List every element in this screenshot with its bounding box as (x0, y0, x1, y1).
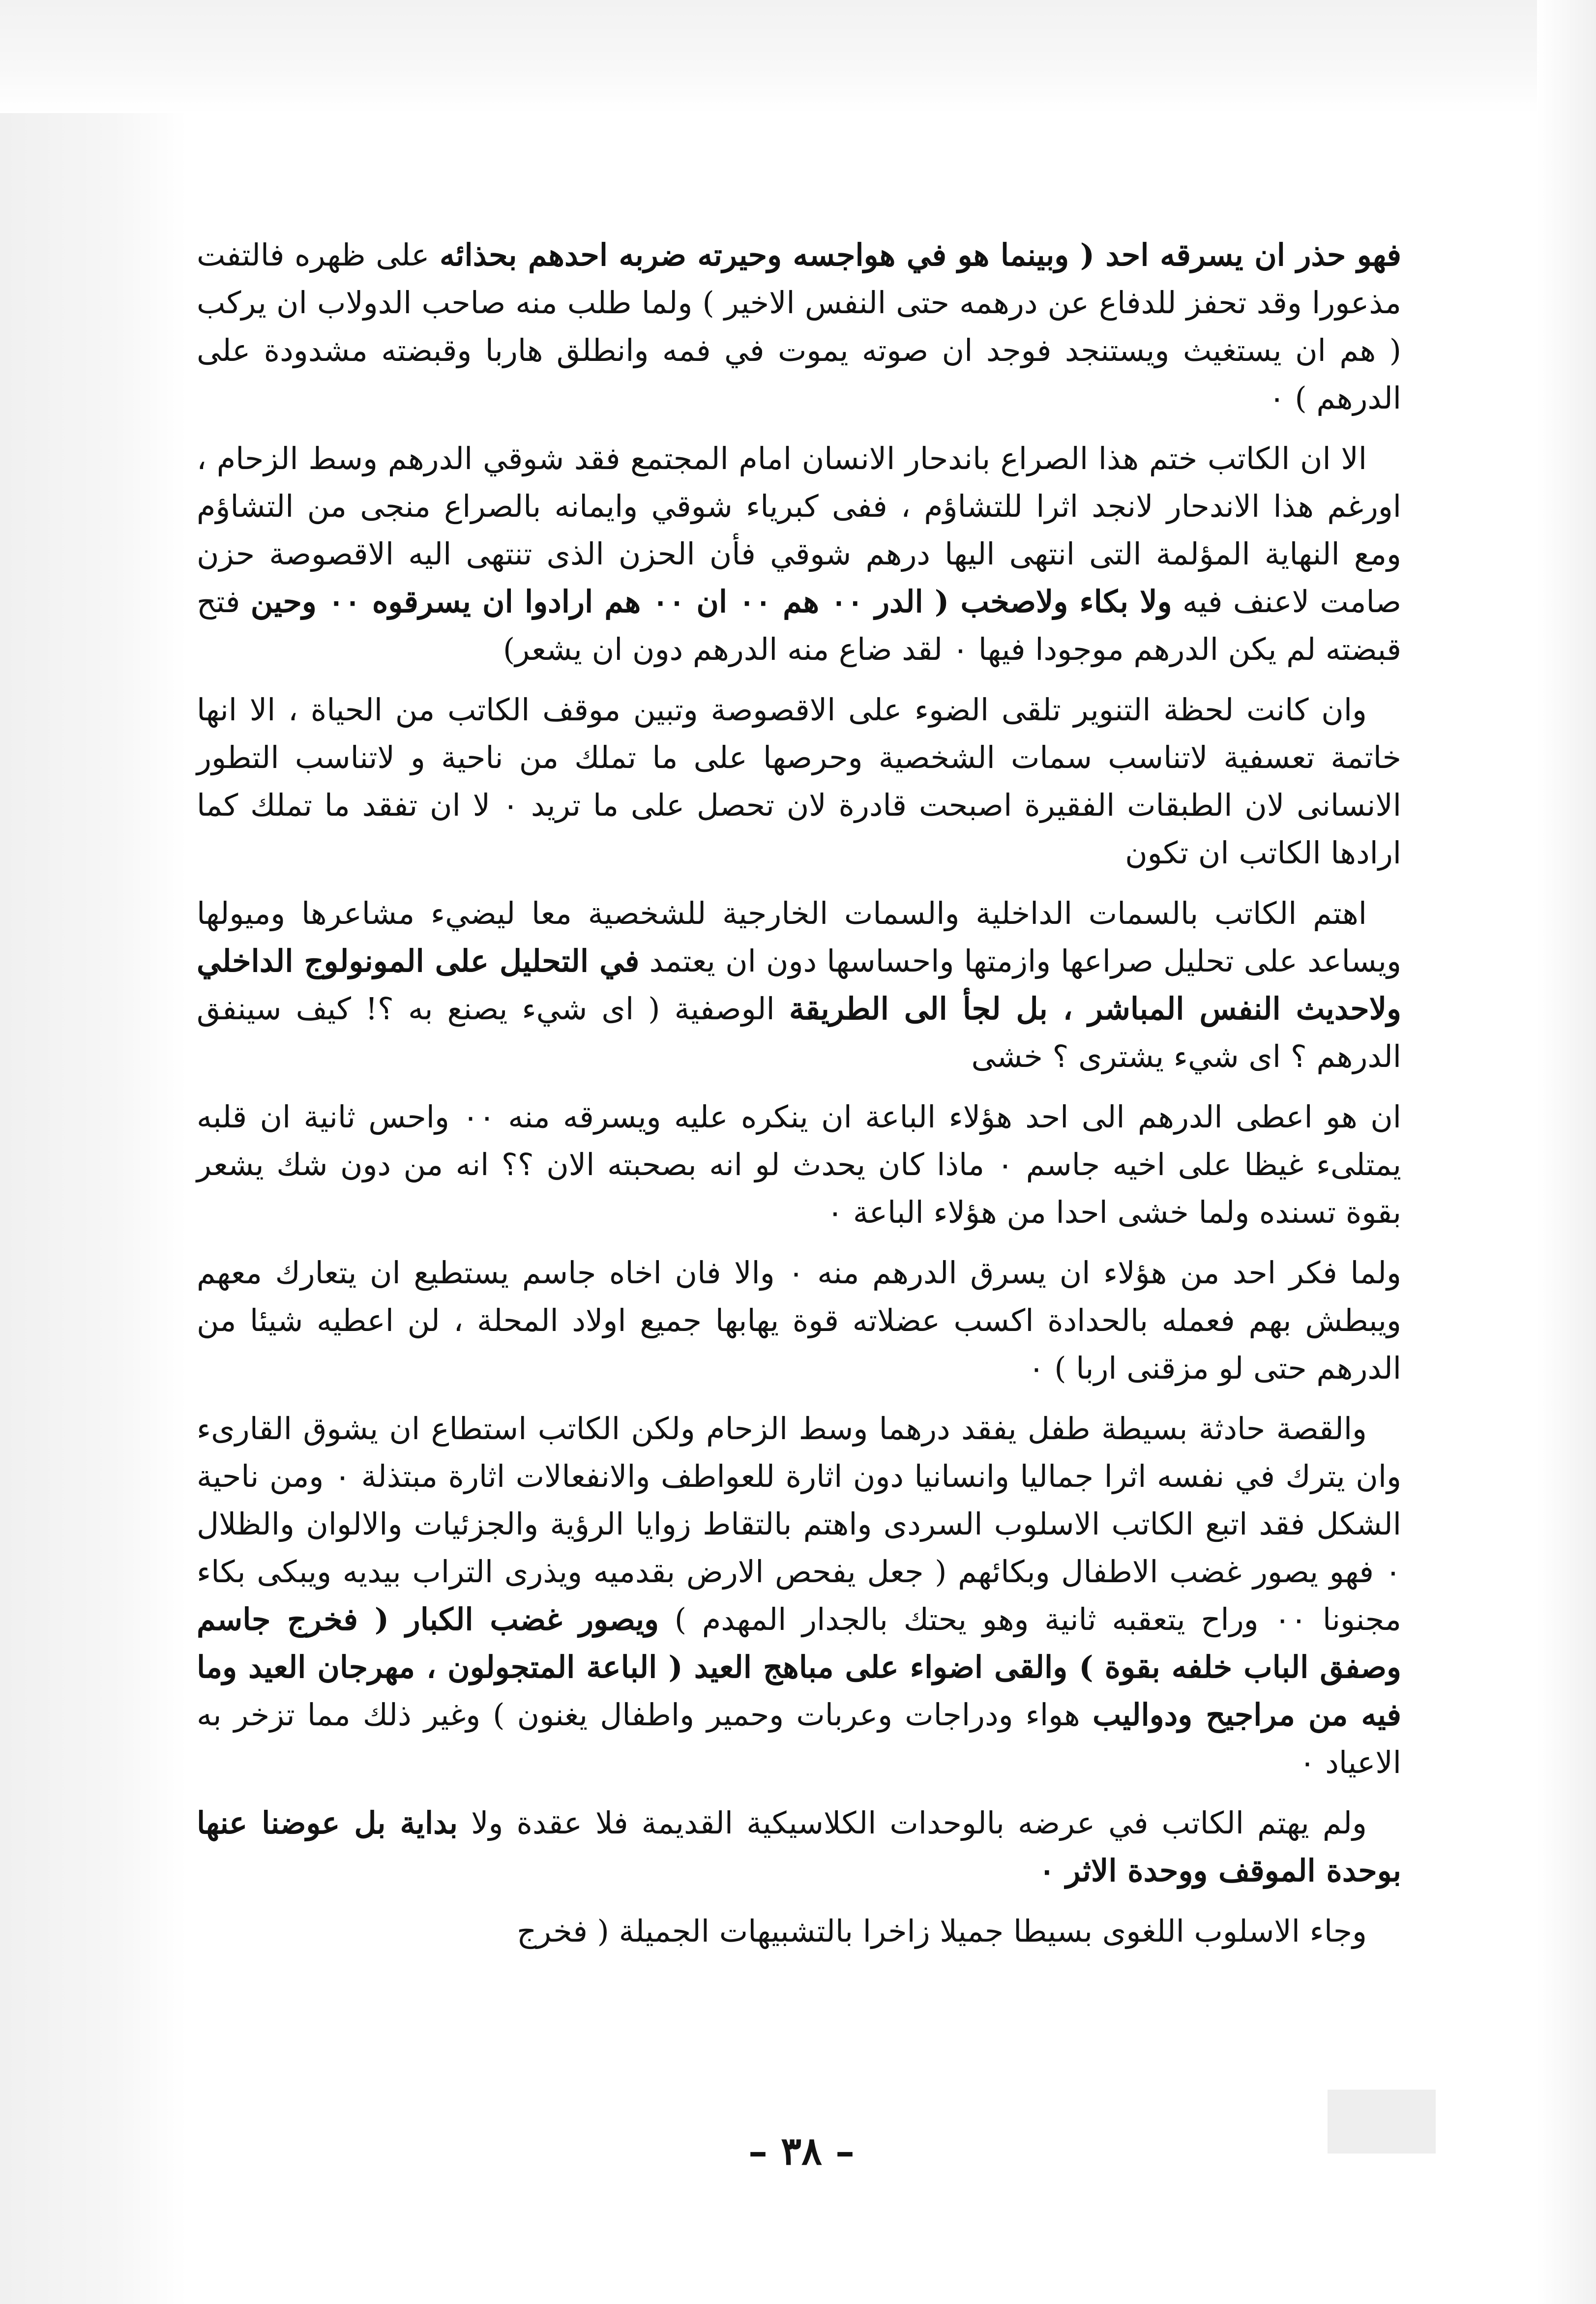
paragraph-4-segment-1: اهتم الكاتب بالسمات الداخلية والسمات الخارجية للشخصية معا ليضيء مشاعرها وميولها ويساعد على تحليل صراعها وازمتها واحساسها دون ان يعتمد (197, 895, 1402, 979)
paragraph-1-segment-1: فهو حذر ان يسرقه احد ( وبينما هو في هواجسه وحيرته ضربه احدهم بحذائه (440, 237, 1401, 273)
paragraph-4-segment-2: في التحليل على المونولوج الداخلي ولاحديث النفس المباشر ، بل لجأ الى الطريقة (197, 943, 1401, 1027)
paragraph-5-segment-1: ان هو اعطى الدرهم الى احد هؤلاء الباعة ان ينكره عليه ويسرقه منه ٠٠ واحس ثانية ان قلبه يمتلىء غيظا على اخيه جاسم ٠ ماذا كان يحدث لو انه بصحبته الان ؟؟ انه من دون شك يشعر بقوة تسنده ولما خشى احدا من هؤلاء الباعة ٠ (197, 1099, 1402, 1230)
paragraph-2-segment-1: الا ان الكاتب ختم هذا الصراع باندحار الانسان امام المجتمع فقد شوقي الدرهم وسط الزحام ، اورغم هذا الاندحار لانجد اثرا للتشاؤم ، ففى كبرياء شوقي وايمانه بالصراع منجى من التشاؤم ومع النهاية المؤلمة التى انتهى اليها درهم شوقي فأن الحزن الذى تنتهى اليه الاقصوصة حزن صامت لاعنف فيه (197, 441, 1401, 620)
scan-smudge (1328, 2090, 1436, 2154)
page-body (197, 231, 1401, 1968)
paragraph-2 (197, 435, 1401, 673)
paragraph-7-segment-1: والقصة حادثة بسيطة طفل يفقد درهما وسط الزحام ولكن الكاتب استطاع ان يشوق القارىء وان يترك في نفسه اثرا جماليا وانسانيا دون اثارة للعواطف والانفعالات اثارة مبتذلة ٠ ومن ناحية الشكل فقد اتبع الكاتب الاسلوب السردى واهتم بالتقاط زوايا الرؤية والجزئيات والالوان والظلال ٠ فهو يصور غضب الاطفال وبكائهم ( جعل يفحص الارض بقدميه ويذرى التراب بيديه ويبكى بكاء مجنونا ٠٠ وراح يتعقبه ثانية وهو يحتك بالجدار المهدم ) (197, 1411, 1402, 1637)
paragraph-8-segment-2: بداية بل عوضنا عنها بوحدة الموقف ووحدة الاثر ٠ (197, 1805, 1401, 1889)
paragraph-4 (197, 889, 1401, 1080)
paragraph-3-segment-1: وان كانت لحظة التنوير تلقى الضوء على الاقصوصة وتبين موقف الكاتب من الحياة ، الا انها خاتمة تعسفية لاتناسب سمات الشخصية وحرصها على ما تملك من ناحية و لاتناسب التطور الانسانى لان الطبقات الفقيرة اصبحت قادرة لان تحصل على ما تريد ٠ لا ان تفقد ما تملك كما ارادها الكاتب ان تكون (197, 692, 1401, 871)
paragraph-1-segment-2: على ظهره فالتفت مذعورا وقد تحفز للدفاع عن درهمه حتى النفس الاخير ) ولما طلب منه صاحب الدولاب ان يركب ( هم ان يستغيث ويستنجد فوجد ان صوته يموت في فمه وانطلق هاربا وقبضته مشدودة على الدرهم ) ٠ (197, 237, 1401, 416)
paragraph-6 (197, 1249, 1401, 1392)
scan-margin-right (1537, 0, 1596, 2304)
paragraph-1 (197, 231, 1401, 422)
paragraph-8 (197, 1799, 1401, 1894)
paragraph-7-segment-2: ويصور غضب الكبار ( فخرج جاسم وصفق الباب خلفه بقوة ) والقى اضواء على مباهج العيد ( الباعة المتجولون ، مهرجان العيد وما فيه من مراجيح ودواليب (197, 1601, 1401, 1733)
scan-margin-top (0, 0, 1596, 113)
page-number: – ٣٨ – (748, 2129, 855, 2174)
paragraph-9-segment-1: وجاء الاسلوب اللغوى بسيطا جميلا زاخرا بالتشبيهات الجميلة ( فخرج (517, 1913, 1367, 1949)
paragraph-8-segment-1: ولم يهتم الكاتب في عرضه بالوحدات الكلاسيكية القديمة فلا عقدة ولا (458, 1805, 1367, 1841)
paragraph-4-segment-3: الوصفية ( اى شيء يصنع به ؟! كيف سينفق الدرهم ؟ اى شيء يشترى ؟ خشى (197, 991, 1401, 1074)
paragraph-2-segment-3: فتح قبضته لم يكن الدرهم موجودا فيها ٠ لقد ضاع منه الدرهم دون ان يشعر) (197, 584, 1401, 667)
paragraph-3 (197, 686, 1401, 877)
paragraph-7 (197, 1405, 1401, 1786)
paragraph-2-segment-2: ولا بكاء ولاصخب ( الدر ٠٠ هم ٠٠ ان ٠٠ هم ارادوا ان يسرقوه ٠٠ وحين (250, 584, 1172, 620)
paragraph-6-segment-1: ولما فكر احد من هؤلاء ان يسرق الدرهم منه ٠ والا فان اخاه جاسم يستطيع ان يتعارك معهم ويبطش بهم فعمله بالحدادة اكسب عضلاته قوة يهابها جميع اولاد المحلة ، لن اعطيه شيئا من الدرهم حتى لو مزقنى اربا ) ٠ (197, 1255, 1401, 1386)
paragraph-9 (197, 1907, 1401, 1955)
paragraph-7-segment-3: هواء ودراجات وعربات وحمير واطفال يغنون ) وغير ذلك مما تزخر به الاعياد ٠ (197, 1697, 1401, 1780)
paragraph-5 (197, 1093, 1401, 1236)
scan-margin-left (0, 0, 187, 2304)
